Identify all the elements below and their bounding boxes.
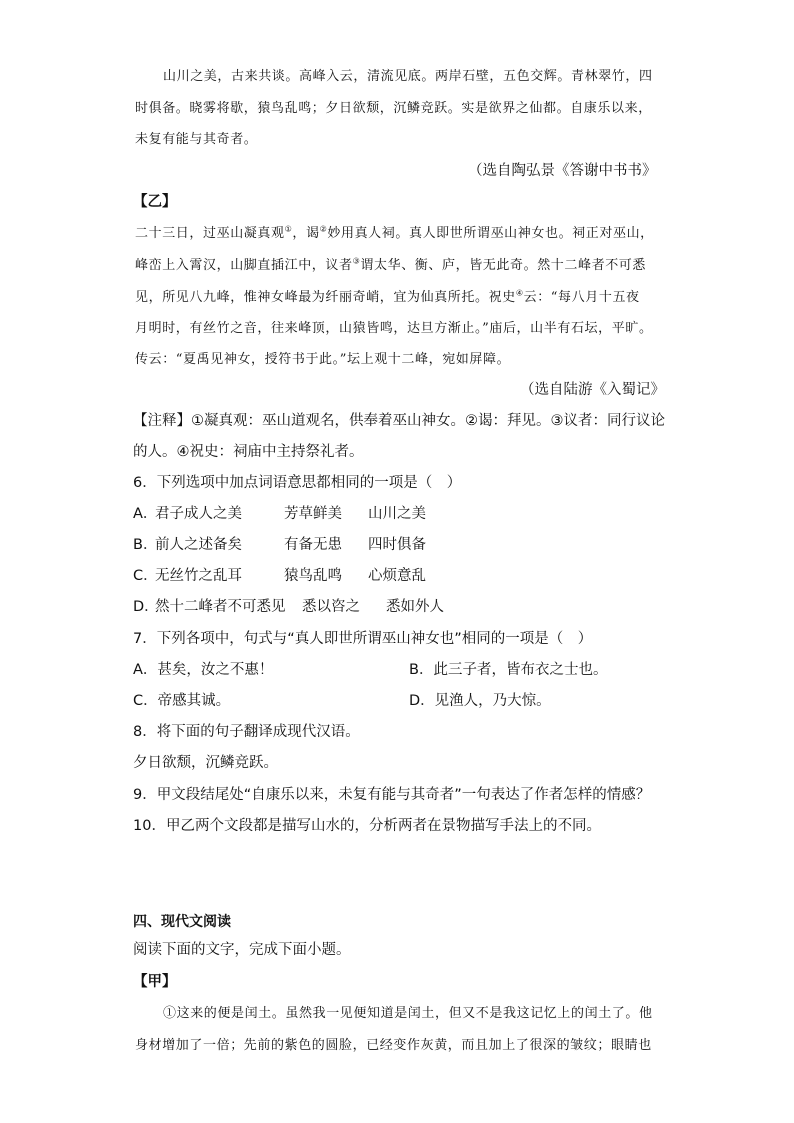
yi-line2-part-b: 谓太华、衡、庐，皆无此奇。然十二峰者不可悉 bbox=[360, 258, 646, 273]
q6-option-b-word-3: 四时俱备 bbox=[368, 537, 426, 553]
q6-option-a-letter: A． bbox=[133, 506, 158, 522]
footnote-mark-4: ④ bbox=[515, 288, 524, 298]
q6-option-b-letter: B． bbox=[133, 537, 158, 553]
q7-option-d: D．见渔人，乃大惊。 bbox=[409, 693, 551, 709]
section-4-title: 四、现代文阅读 bbox=[133, 914, 231, 930]
q7-option-b: B．此三子者，皆布衣之士也。 bbox=[409, 662, 608, 678]
q6-option-c-word-3: 心烦意乱 bbox=[368, 568, 426, 584]
yi-line3-part-b: 云：“每八月十五夜 bbox=[523, 290, 640, 305]
footnote-mark-2: ② bbox=[319, 224, 328, 234]
q6-option-a-word-2: 芳草鲜美 bbox=[284, 506, 342, 522]
q6-option-c-word-1: 无丝竹之乱耳 bbox=[155, 568, 242, 584]
notes-line-1: 【注释】①凝真观：巫山道观名，供奉着巫山神女。②谒：拜见。③议者：同行议论 bbox=[133, 413, 665, 429]
q6-option-d-word-3: 悉如外人 bbox=[386, 599, 444, 615]
section-4-instruction: 阅读下面的文字，完成下面小题。 bbox=[133, 942, 351, 958]
yi-passage-line-2 bbox=[135, 257, 646, 275]
q6-option-d-letter: D． bbox=[133, 599, 159, 615]
section-4-jia-label: 【甲】 bbox=[133, 974, 177, 990]
q6-option-a-word-3: 山川之美 bbox=[368, 506, 426, 522]
yi-line1-part-b: ，谒 bbox=[292, 226, 320, 241]
jia-passage-line-1: 山川之美，古来共谈。高峰入云，清流见底。两岸石壁，五色交辉。青林翠竹，四 bbox=[163, 69, 653, 84]
q6-option-c-letter: C． bbox=[133, 568, 158, 584]
question-9-stem: 9．甲文段结尾处“自康乐以来，未复有能与其奇者”一句表达了作者怎样的情感？ bbox=[133, 787, 651, 803]
q7-option-c: C．帝感其诚。 bbox=[133, 693, 231, 709]
question-10-stem: 10．甲乙两个文段都是描写山水的，分析两者在景物描写手法上的不同。 bbox=[133, 818, 601, 834]
q6-option-d-word-2: 悉以咨之 bbox=[302, 599, 360, 615]
jia-source: （选自陶弘景《答谢中书书》 bbox=[468, 163, 657, 179]
q6-option-a-word-1: 君子成人之美 bbox=[155, 506, 242, 522]
yi-passage-line-5: 传云：“夏禹见神女，授符书于此。”坛上观十二峰，宛如屏障。 bbox=[135, 352, 511, 367]
yi-source: （选自陆游《入蜀记》 bbox=[520, 382, 665, 398]
footnote-mark-1: ① bbox=[284, 224, 293, 234]
section-4-passage-line-2: 身材增加了一倍；先前的紫色的圆脸，已经变作灰黄，而且加上了很深的皱纹；眼睛也 bbox=[135, 1038, 652, 1053]
yi-passage-line-4: 月明时，有丝竹之音，往来峰顶，山猿皆鸣，达旦方渐止。”庙后，山半有石坛，平旷。 bbox=[135, 321, 653, 336]
section-4-passage-line-1: ①这来的便是闰土。虽然我一见便知道是闰土，但又不是我这记忆上的闰土了。他 bbox=[163, 1006, 653, 1021]
notes-line-2: 的人。④祝史：祠庙中主持祭礼者。 bbox=[133, 444, 364, 460]
yi-passage-line-1 bbox=[135, 225, 654, 243]
yi-label: 【乙】 bbox=[133, 194, 177, 210]
yi-line1-part-a: 二十三日，过巫山凝真观 bbox=[135, 226, 285, 241]
q6-option-d-word-1: 然十二峰者不可悉见 bbox=[155, 599, 286, 615]
jia-passage-line-2: 时俱备。晓雾将歇，猿鸟乱鸣；夕日欲颓，沉鳞竞跃。实是欲界之仙都。自康乐以来， bbox=[135, 101, 652, 116]
question-8-stem: 8．将下面的句子翻译成现代汉语。 bbox=[133, 724, 360, 740]
footnote-mark-3: ③ bbox=[352, 256, 361, 266]
yi-line2-part-a: 峰峦上入霄汉，山脚直插江中，议者 bbox=[135, 258, 353, 273]
yi-passage-line-3 bbox=[135, 289, 640, 307]
question-6-stem: 6．下列选项中加点词语意思都相同的一项是（ ） bbox=[133, 475, 462, 491]
question-8-sentence: 夕日欲颓，沉鳞竞跃。 bbox=[133, 755, 278, 771]
question-7-stem: 7．下列各项中，句式与“真人即世所谓巫山神女也”相同的一项是（ ） bbox=[133, 631, 593, 647]
yi-line1-part-c: 妙用真人祠。真人即世所谓巫山神女也。祠正对巫山， bbox=[327, 226, 654, 241]
q6-option-b-word-2: 有备无患 bbox=[284, 537, 342, 553]
yi-line3-part-a: 见，所见八九峰，惟神女峰最为纤丽奇峭，宜为仙真所托。祝史 bbox=[135, 290, 516, 305]
q7-option-a: A．甚矣，汝之不惠！ bbox=[133, 662, 274, 678]
jia-passage-line-3: 未复有能与其奇者。 bbox=[135, 132, 258, 147]
q6-option-b-word-1: 前人之述备矣 bbox=[155, 537, 242, 553]
q6-option-c-word-2: 猿鸟乱鸣 bbox=[284, 568, 342, 584]
